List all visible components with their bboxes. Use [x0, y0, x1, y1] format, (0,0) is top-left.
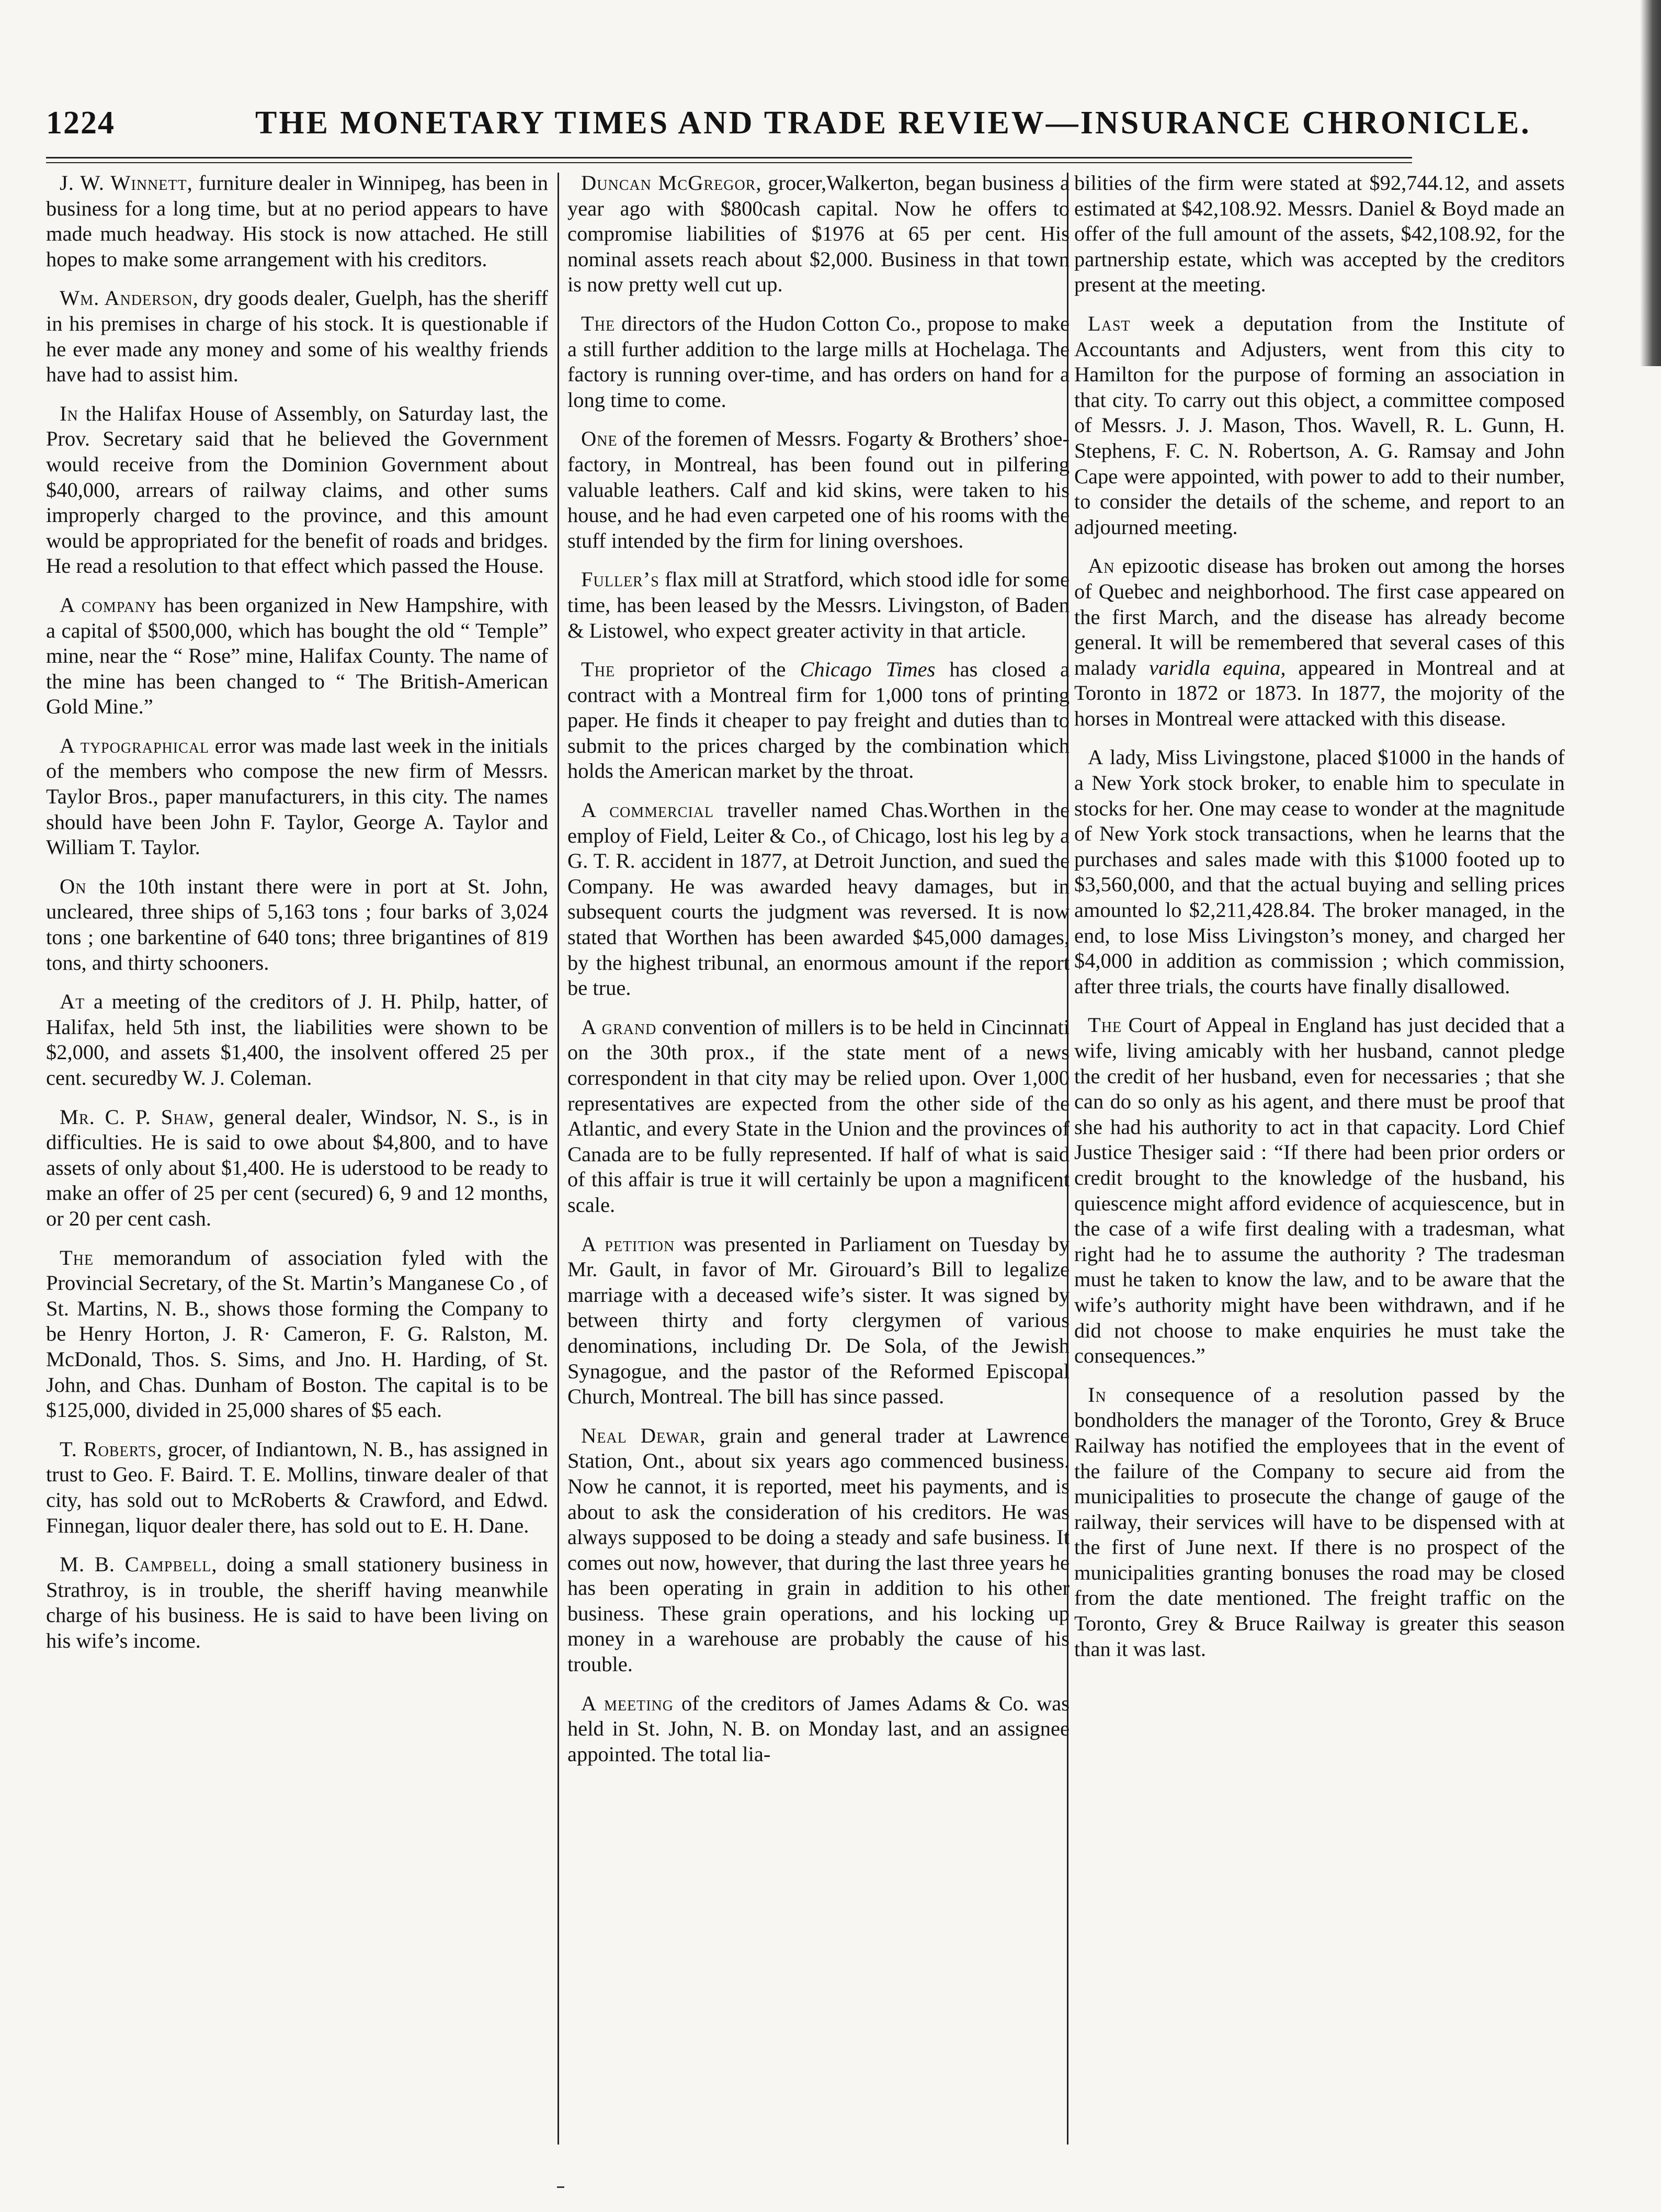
item-text: flax mill at Stratford, which stood idle for some time, has been leased by the Messrs. Livingston, of Baden & Listowel, who expect greater activity in that article. — [567, 568, 1070, 642]
item-italic-text: Chicago Times — [800, 657, 936, 682]
column-left — [46, 171, 548, 2137]
news-item — [1074, 1382, 1565, 1662]
item-lead-words: Duncan McGregor, — [581, 171, 762, 195]
item-lead-words: Mr. C. P. Shaw, — [60, 1105, 215, 1129]
item-lead-words: A petition — [581, 1232, 675, 1256]
item-text: memorandum of association fyled with the Provincial Secretary, of the St. Martin’s Manganese Co , of St. Martins, N. B., shows those forming the Company to be Henry Horton, J. R· Cameron, F. G. Ralston, M. McDonald, Thos. S. Sims, and Jno. H. Harding, of St. John, and Chas. Dunham of Boston. The capital is to be $125,000, divided in 25,000 shares of $5 each. — [46, 1245, 548, 1422]
column-right — [1074, 171, 1565, 2137]
item-lead-words: In — [1088, 1382, 1107, 1406]
item-text: was presented in Parliament on Tuesday by Mr. Gault, in favor of Mr. Girouard’s Bill to legalize marriage with a deceased wife’s sister. It was signed by between thirty and forty clergymen of various denominations, including Dr. De Sola, of the Jewish Synagogue, and the pastor of the Reformed Episcopal Church, Montreal. The bill has since passed. — [567, 1232, 1070, 1409]
item-lead-words: A commercial — [581, 798, 714, 822]
news-item — [46, 874, 548, 975]
news-item — [46, 1105, 548, 1232]
news-item — [567, 1423, 1070, 1677]
news-item — [46, 1437, 548, 1538]
news-item — [46, 593, 548, 720]
item-text: furniture dealer in Winnipeg, has been in business for a long time, but at no period appears to have made much headway. His stock is now attached. He still hopes to make some arrangement with his creditors. — [46, 171, 548, 271]
item-text: directors of the Hudon Cotton Co., propose to make a still further addition to the large mills at Hochelaga. The factory is running over-time, and has orders on hand for a long time to come. — [567, 311, 1070, 412]
item-lead-words: The — [581, 657, 616, 682]
item-text: doing a small stationery business in Strathroy, is in trouble, the sheriff having meanwhile charge of his business. He is said to have been living on his wife’s income. — [46, 1552, 548, 1652]
item-text: lady, Miss Livingstone, placed $1000 in the hands of a New York stock broker, to enable him to speculate in stocks for her. One may cease to wonder at the magnitude of New York stock transactions, when he learns that the purchases and sales made with this $1000 footed up to $3,560,000, and that the actual buying and selling prices amounted lo $2,211,428.84. The broker managed, in the end, to lose Miss Livingston’s money, and charged her $4,000 in addition as commission ; which commission, after three trials, the courts have finally disallowed. — [1074, 745, 1565, 998]
item-lead-words: The — [60, 1245, 94, 1269]
news-item — [1074, 745, 1565, 999]
item-lead-words: T. Roberts, — [60, 1437, 163, 1461]
news-item — [567, 657, 1070, 784]
news-item — [567, 426, 1070, 553]
header-rule — [46, 157, 1412, 163]
page-header — [46, 105, 1531, 152]
item-lead-words: The — [581, 311, 616, 335]
item-text: general dealer, Windsor, N. S., is in difficulties. He is said to owe about $4,800, and to have assets of only about $1,400. He is uderstood to be ready to make an offer of 25 per cent (secured) 6, 9 and 12 months, or 20 per cent cash. — [46, 1105, 548, 1230]
item-text: of the foremen of Messrs. Fogarty & Brothers’ shoe-factory, in Montreal, has been found out in pilfering valuable leathers. Calf and kid skins, were taken to his house, and he had even carpeted one of his rooms with the stuff intended by the firm for lining overshoes. — [567, 427, 1070, 552]
item-text: appeared in Montreal and at Toronto in 1872 or 1873. In 1877, the mojority of the horses in Montreal were attacked with this disease. — [1074, 655, 1565, 730]
news-item — [567, 1015, 1070, 1218]
item-text: error was made last week in the initials of the members who compose the new firm of Messrs. Taylor Bros., paper manufacturers, in this city. The names should have been John F. Taylor, George A. Taylor and William T. Taylor. — [46, 733, 548, 859]
item-lead-words: An — [1088, 554, 1115, 578]
item-lead-words: A grand — [581, 1015, 657, 1039]
item-lead-words: J. W. Winnett, — [60, 171, 193, 195]
item-lead-words: A company — [60, 593, 157, 617]
item-text: of the creditors of James Adams & Co. was held in St. John, N. B. on Monday last, and an assignee appointed. The total lia- — [567, 1691, 1070, 1766]
item-lead-words: Fuller’s — [581, 568, 659, 592]
item-lead-words: Wm. Anderson, — [60, 286, 199, 310]
news-item — [1074, 171, 1565, 298]
item-text: has been organized in New Hampshire, with a capital of $500,000, which has bought the old “ Temple” mine, near the “ Rose” mine, Halifax County. The name of the mine has been changed to “ The British-American Gold Mine.” — [46, 593, 548, 719]
item-lead-words: One — [581, 427, 618, 451]
news-item — [46, 733, 548, 860]
item-text: grain and general trader at Lawrence Station, Ont., about six years ago commenced business. Now he cannot, it is reported, meet his payments, and is about to ask the consideration of his creditors. He was always supposed to be doing a steady and safe business. It comes out now, however, that during the last three years he has been operating in grain in addition to his other business. These grain operations, and his locking up money in a warehouse are probably the cause of his trouble. — [567, 1423, 1070, 1676]
column-middle — [567, 171, 1070, 2137]
item-text: has closed a contract with a Montreal firm for 1,000 tons of printing paper. He finds it cheaper to pay freight and duties than to submit to the prices charged by the combination which holds the American market by the throat. — [567, 657, 1070, 783]
news-item — [1074, 553, 1565, 731]
item-lead-words: In — [60, 401, 78, 425]
item-text: grocer, of Indiantown, N. B., has assigned in trust to Geo. F. Baird. T. E. Mollins, tinware dealer of that city, has sold out to McRoberts & Crawford, and Edwd. Finnegan, liquor dealer there, has sold out to E. H. Dane. — [46, 1437, 548, 1537]
column-divider — [558, 173, 559, 2145]
item-lead-words: Last — [1088, 311, 1131, 335]
item-lead-words: At — [60, 990, 85, 1014]
news-item — [567, 311, 1070, 413]
item-text: traveller named Chas.Worthen in the employ of Field, Leiter & Co., of Chicago, lost his leg by a G. T. R. accident in 1877, at Detroit Junction, and sued the Company. He was awarded heavy damages, but in subsequent courts the judgment was reversed. It is now stated that Worthen has been awarded $45,000 damages, by the highest tribunal, an enormous amount if the report be true. — [567, 798, 1070, 1000]
item-text: Court of Appeal in England has just decided that a wife, living amicably with her husband, cannot pledge the credit of her husband, even for necessaries ; that she can do so only as his agent, and there must be proof that she had his authority to act in that capacity. Lord Chief Justice Thesiger said : “If there had been prior orders or credit brought to the knowledge of the husband, his quiescence might afford evidence of acquiescence, but in the case of a wife first dealing with a tradesman, what right had he to assume the authority ? The tradesman must he taken to know the law, and to be aware that the wife’s authority might have been withdrawn, and if he did not choose to make enquiries he must take the consequences.” — [1074, 1013, 1565, 1368]
news-item — [567, 1691, 1070, 1767]
news-item — [46, 171, 548, 272]
item-lead-words: A meeting — [581, 1691, 674, 1715]
item-lead-words: The — [1088, 1013, 1122, 1037]
item-lead-words: On — [60, 874, 87, 898]
item-text: a meeting of the creditors of J. H. Philp, hatter, of Halifax, held 5th inst, the liabilities were shown to be $2,000, and assets $1,400, the insolvent offered 25 per cent. securedby W. J. Coleman. — [46, 990, 548, 1090]
news-item — [567, 171, 1070, 298]
item-text: the 10th instant there were in port at St. John, uncleared, three ships of 5,163 tons ; four barks of 3,024 tons ; one barkentine of 640 tons; three brigantines of 819 tons, and thirty schooners. — [46, 874, 548, 974]
item-text: proprietor of the — [615, 657, 800, 682]
masthead-title: THE MONETARY TIMES AND TRADE REVIEW—INSURANCE CHRONICLE. — [255, 105, 1531, 141]
footer-mark — [557, 2186, 564, 2188]
item-text: week a deputation from the Institute of Accountants and Adjusters, went from this city to Hamilton for the purpose of forming an association in that city. To carry out this object, a committee composed of Messrs. J. J. Mason, Thos. Wavell, R. L. Gunn, H. Stephens, F. C. N. Robertson, A. G. Ramsay and John Cape were appointed, with power to add to their number, to consider the details of the scheme, and report to an adjourned meeting. — [1074, 311, 1565, 539]
item-lead-words: Neal Dewar, — [581, 1423, 706, 1447]
news-item — [567, 567, 1070, 643]
page-number: 1224 — [46, 105, 115, 141]
item-text: grocer,Walkerton, began business a year ago with $800cash capital. Now he offers to compromise liabilities of $1976 at 65 per cent. His nominal assets reach about $2,000. Business in that town is now pretty well cut up. — [567, 171, 1070, 297]
news-item — [567, 798, 1070, 1001]
news-item — [46, 1552, 548, 1653]
item-text: dry goods dealer, Guelph, has the sheriff in his premises in charge of his stock. It is questionable if he ever made any money and some of his wealthy friends have had to assist him. — [46, 286, 548, 387]
news-item — [567, 1232, 1070, 1410]
item-lead-words: A typographical — [60, 733, 210, 757]
news-item — [46, 401, 548, 579]
item-italic-text: varidla equina, — [1149, 655, 1286, 679]
news-item — [46, 989, 548, 1091]
news-item — [1074, 1013, 1565, 1368]
news-item — [46, 1245, 548, 1423]
news-item — [46, 286, 548, 387]
item-text: consequence of a resolution passed by the bondholders the manager of the Toronto, Grey & Bruce Railway has notified the employees that in the event of the failure of the Company to secure aid from the municipalities to prosecute the change of gauge of the railway, their services will have to be dispensed with at the first of June next. If there is no prospect of the municipalities granting bonuses the road may be closed from the date mentioned. The freight traffic on the Toronto, Grey & Bruce Railway is greater this season than it was last. — [1074, 1382, 1565, 1661]
item-text: bilities of the firm were stated at $92,744.12, and assets estimated at $42,108.92. Messrs. Daniel & Boyd made an offer of the full amount of the assets, $42,108.92, for the partnership estate, which was accepted by the creditors present at the meeting. — [1074, 171, 1565, 297]
item-lead-words: A — [1088, 745, 1104, 769]
item-text: epizootic disease has broken out among the horses of Quebec and neighborhood. The first case appeared on the first March, and the disease has already become general. It will be remembered that several cases of this malady — [1074, 554, 1565, 679]
page-edge-shadow — [1640, 0, 1661, 366]
item-text: the Halifax House of Assembly, on Saturday last, the Prov. Secretary said that he believed the Government would receive from the Dominion Government about $40,000, arrears of railway claims, and other sums improperly charged to the province, and this amount would be appropriated for the benefit of roads and bridges. He read a resolution to that effect which passed the House. — [46, 401, 548, 578]
item-text: convention of millers is to be held in Cincinnati on the 30th prox., if the state ment of a news correspondent in that city may be relied upon. Over 1,000 representatives are expected from the other side of the Atlantic, and every State in the Union and the provinces of Canada are to be fully represented. If half of what is said of this affair is true it will certainly be upon a magnificent scale. — [567, 1015, 1070, 1217]
news-item — [1074, 311, 1565, 540]
item-lead-words: M. B. Campbell, — [60, 1552, 218, 1576]
